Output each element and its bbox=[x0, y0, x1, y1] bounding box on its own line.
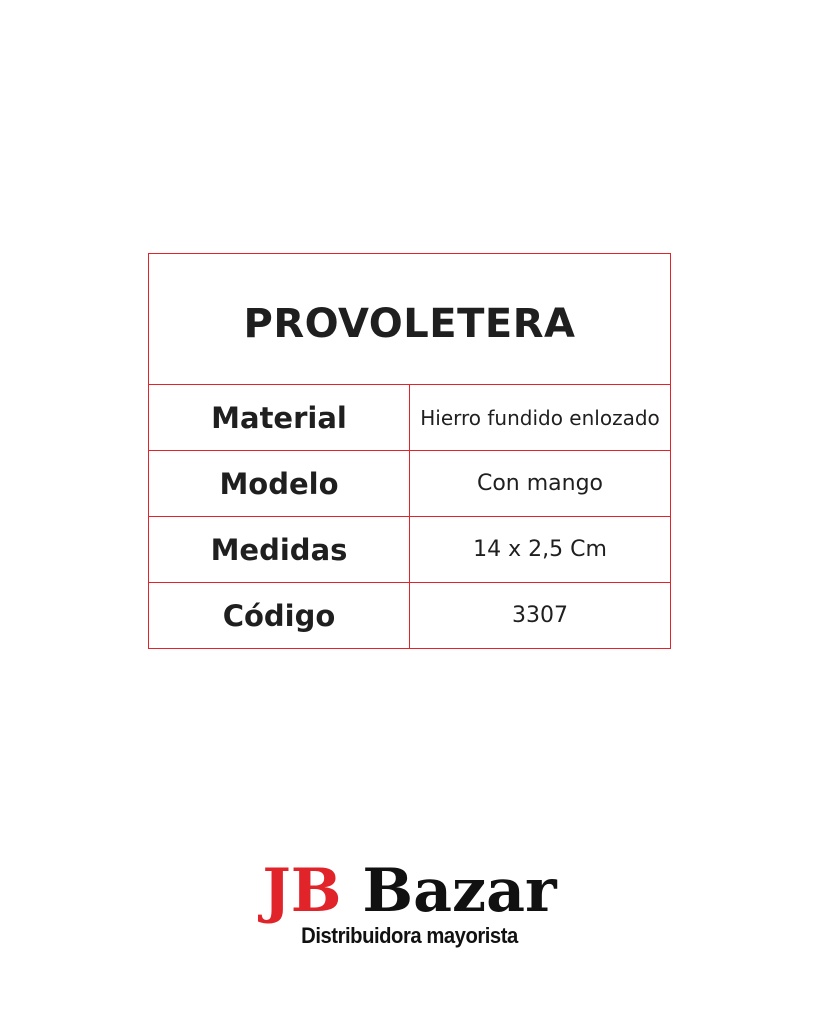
spec-row-medidas bbox=[149, 517, 671, 583]
spec-row-modelo bbox=[149, 451, 671, 517]
spec-value-material: Hierro fundido enlozado bbox=[410, 385, 671, 451]
spec-label-medidas: Medidas bbox=[149, 517, 410, 583]
brand-logo bbox=[0, 855, 819, 949]
brand-bazar: Bazar bbox=[362, 856, 557, 926]
brand-name bbox=[0, 855, 819, 927]
product-title: PROVOLETERA bbox=[149, 254, 671, 385]
spec-value-modelo: Con mango bbox=[410, 451, 671, 517]
title-row bbox=[149, 254, 671, 385]
brand-tagline: Distribuidora mayorista bbox=[301, 923, 518, 948]
spec-label-material: Material bbox=[149, 385, 410, 451]
spec-row-codigo bbox=[149, 583, 671, 649]
spec-row-material bbox=[149, 385, 671, 451]
spec-value-codigo: 3307 bbox=[410, 583, 671, 649]
spec-label-codigo: Código bbox=[149, 583, 410, 649]
spec-label-modelo: Modelo bbox=[149, 451, 410, 517]
product-spec-table bbox=[148, 253, 671, 649]
brand-jb: JB bbox=[262, 856, 342, 926]
spec-value-medidas: 14 x 2,5 Cm bbox=[410, 517, 671, 583]
